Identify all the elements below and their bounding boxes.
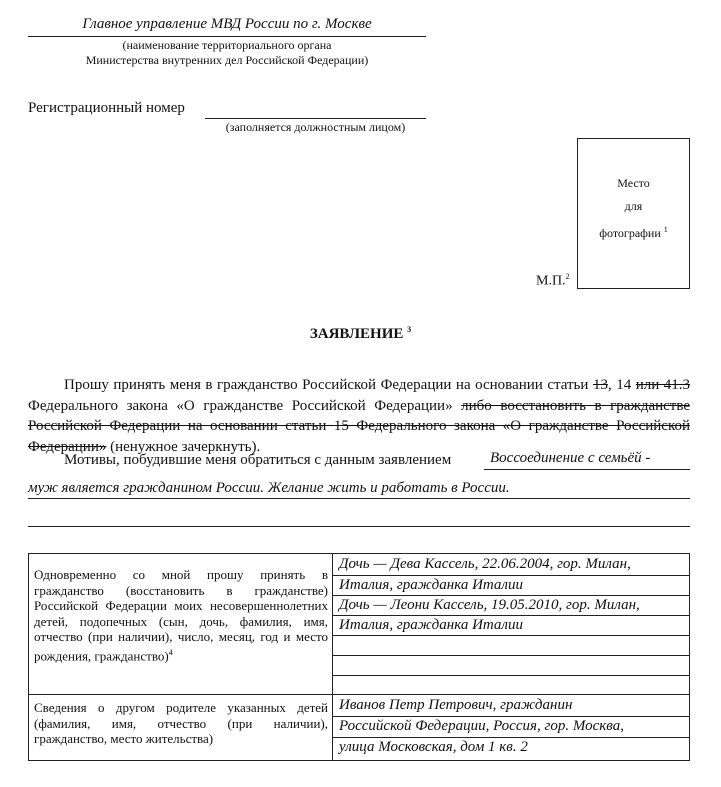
stamp-footnote-mark: 2 (565, 272, 570, 281)
authority-caption-line-1: (наименование территориального органа (122, 38, 332, 52)
registration-number-field[interactable] (205, 118, 426, 119)
registration-label: Регистрационный номер (28, 100, 185, 116)
children-row-label-text: Одновременно со мной прошу принять в гражданство (восстановить в гражданстве) Российской Федерации моих несовершеннолетних детей, подопечных (сын, дочь, фамилия, имя, отчество (при наличии), число, месяц, год и место рождения, гражданство) (34, 567, 328, 663)
motives-underline-2 (28, 498, 690, 499)
document-title (0, 325, 721, 343)
title-footnote-mark: 3 (407, 325, 412, 334)
child-info-line[interactable]: Дочь — Леони Кассель, 19.05.2010, гор. Милан, (339, 597, 640, 613)
document-title-text: ЗАЯВЛЕНИЕ (309, 326, 404, 342)
row1-value-line (332, 615, 690, 616)
stamp-label: М.П. (536, 273, 566, 289)
photo-placeholder-text (599, 172, 668, 245)
child-info-line[interactable]: Италия, гражданка Италии (339, 577, 523, 593)
motives-label: Мотивы, побудившие меня обратиться с данным заявлением (64, 452, 452, 468)
child-info-line[interactable]: Италия, гражданка Италии (339, 617, 523, 633)
statement-part-3: (ненужное зачеркнуть). (110, 438, 261, 455)
article-13-struck: 13 (592, 377, 608, 393)
other-parent-info-line[interactable]: Российской Федерации, Россия, гор. Москва, (339, 718, 624, 734)
photo-footnote-mark: 1 (663, 225, 668, 234)
other-parent-info-line[interactable]: улица Московская, дом 1 кв. 2 (339, 739, 528, 755)
statement-comma: , (607, 377, 612, 393)
photo-text-word: фотографии (599, 226, 661, 240)
child-info-line[interactable]: Дочь — Дева Кассель, 22.06.2004, гор. Милан, (339, 556, 631, 572)
photo-box (577, 138, 690, 289)
authority-underline (28, 36, 426, 37)
row1-value-line (332, 575, 690, 576)
row2-value-line (332, 716, 690, 717)
restore-clause-struck: либо восстановить в гражданстве Российской Федерации на основании статьи 15 Федерального закона «О гражданстве Российской Федерации» (28, 397, 690, 455)
table-row-divider (28, 694, 690, 695)
stamp-place (536, 272, 570, 290)
authority-caption (28, 38, 426, 68)
children-row-label (34, 567, 328, 663)
photo-text-line-1: Место (617, 176, 650, 190)
article-41-3-struck: или 41.3 (635, 377, 691, 393)
table-column-divider (332, 553, 333, 761)
row1-value-line (332, 675, 690, 676)
row1-value-line (332, 655, 690, 656)
statement-part-1: Прошу принять меня в гражданство Российской Федерации на основании статьи (64, 377, 589, 393)
motives-value-line-2[interactable]: муж является гражданином России. Желание жить и работать в России. (28, 480, 510, 496)
authority-caption-line-2: Министерства внутренних дел Российской Федерации) (85, 53, 369, 67)
other-parent-row-label: Сведения о другом родителе указанных детей (фамилия, имя, отчество (при наличии), гражданство, место жительства) (34, 700, 328, 746)
photo-text-line-3 (599, 218, 668, 245)
row1-value-line (332, 635, 690, 636)
row1-value-line (332, 595, 690, 596)
statement-part-2: Федерального закона «О гражданстве Российской Федерации» (28, 397, 453, 414)
motives-underline-1 (484, 469, 690, 470)
motives-value-line-1[interactable]: Воссоединение с семьёй - (490, 450, 651, 466)
children-footnote-mark: 4 (168, 647, 173, 657)
registration-caption: (заполняется должностным лицом) (225, 120, 406, 134)
article-14: 14 (616, 377, 632, 393)
row2-value-line (332, 737, 690, 738)
other-parent-info-line[interactable]: Иванов Петр Петрович, гражданин (339, 697, 573, 713)
motives-underline-3[interactable] (28, 526, 690, 527)
authority-value: Главное управление МВД России по г. Москве (82, 16, 372, 32)
statement-paragraph (28, 375, 690, 457)
photo-text-line-2: для (624, 199, 643, 213)
